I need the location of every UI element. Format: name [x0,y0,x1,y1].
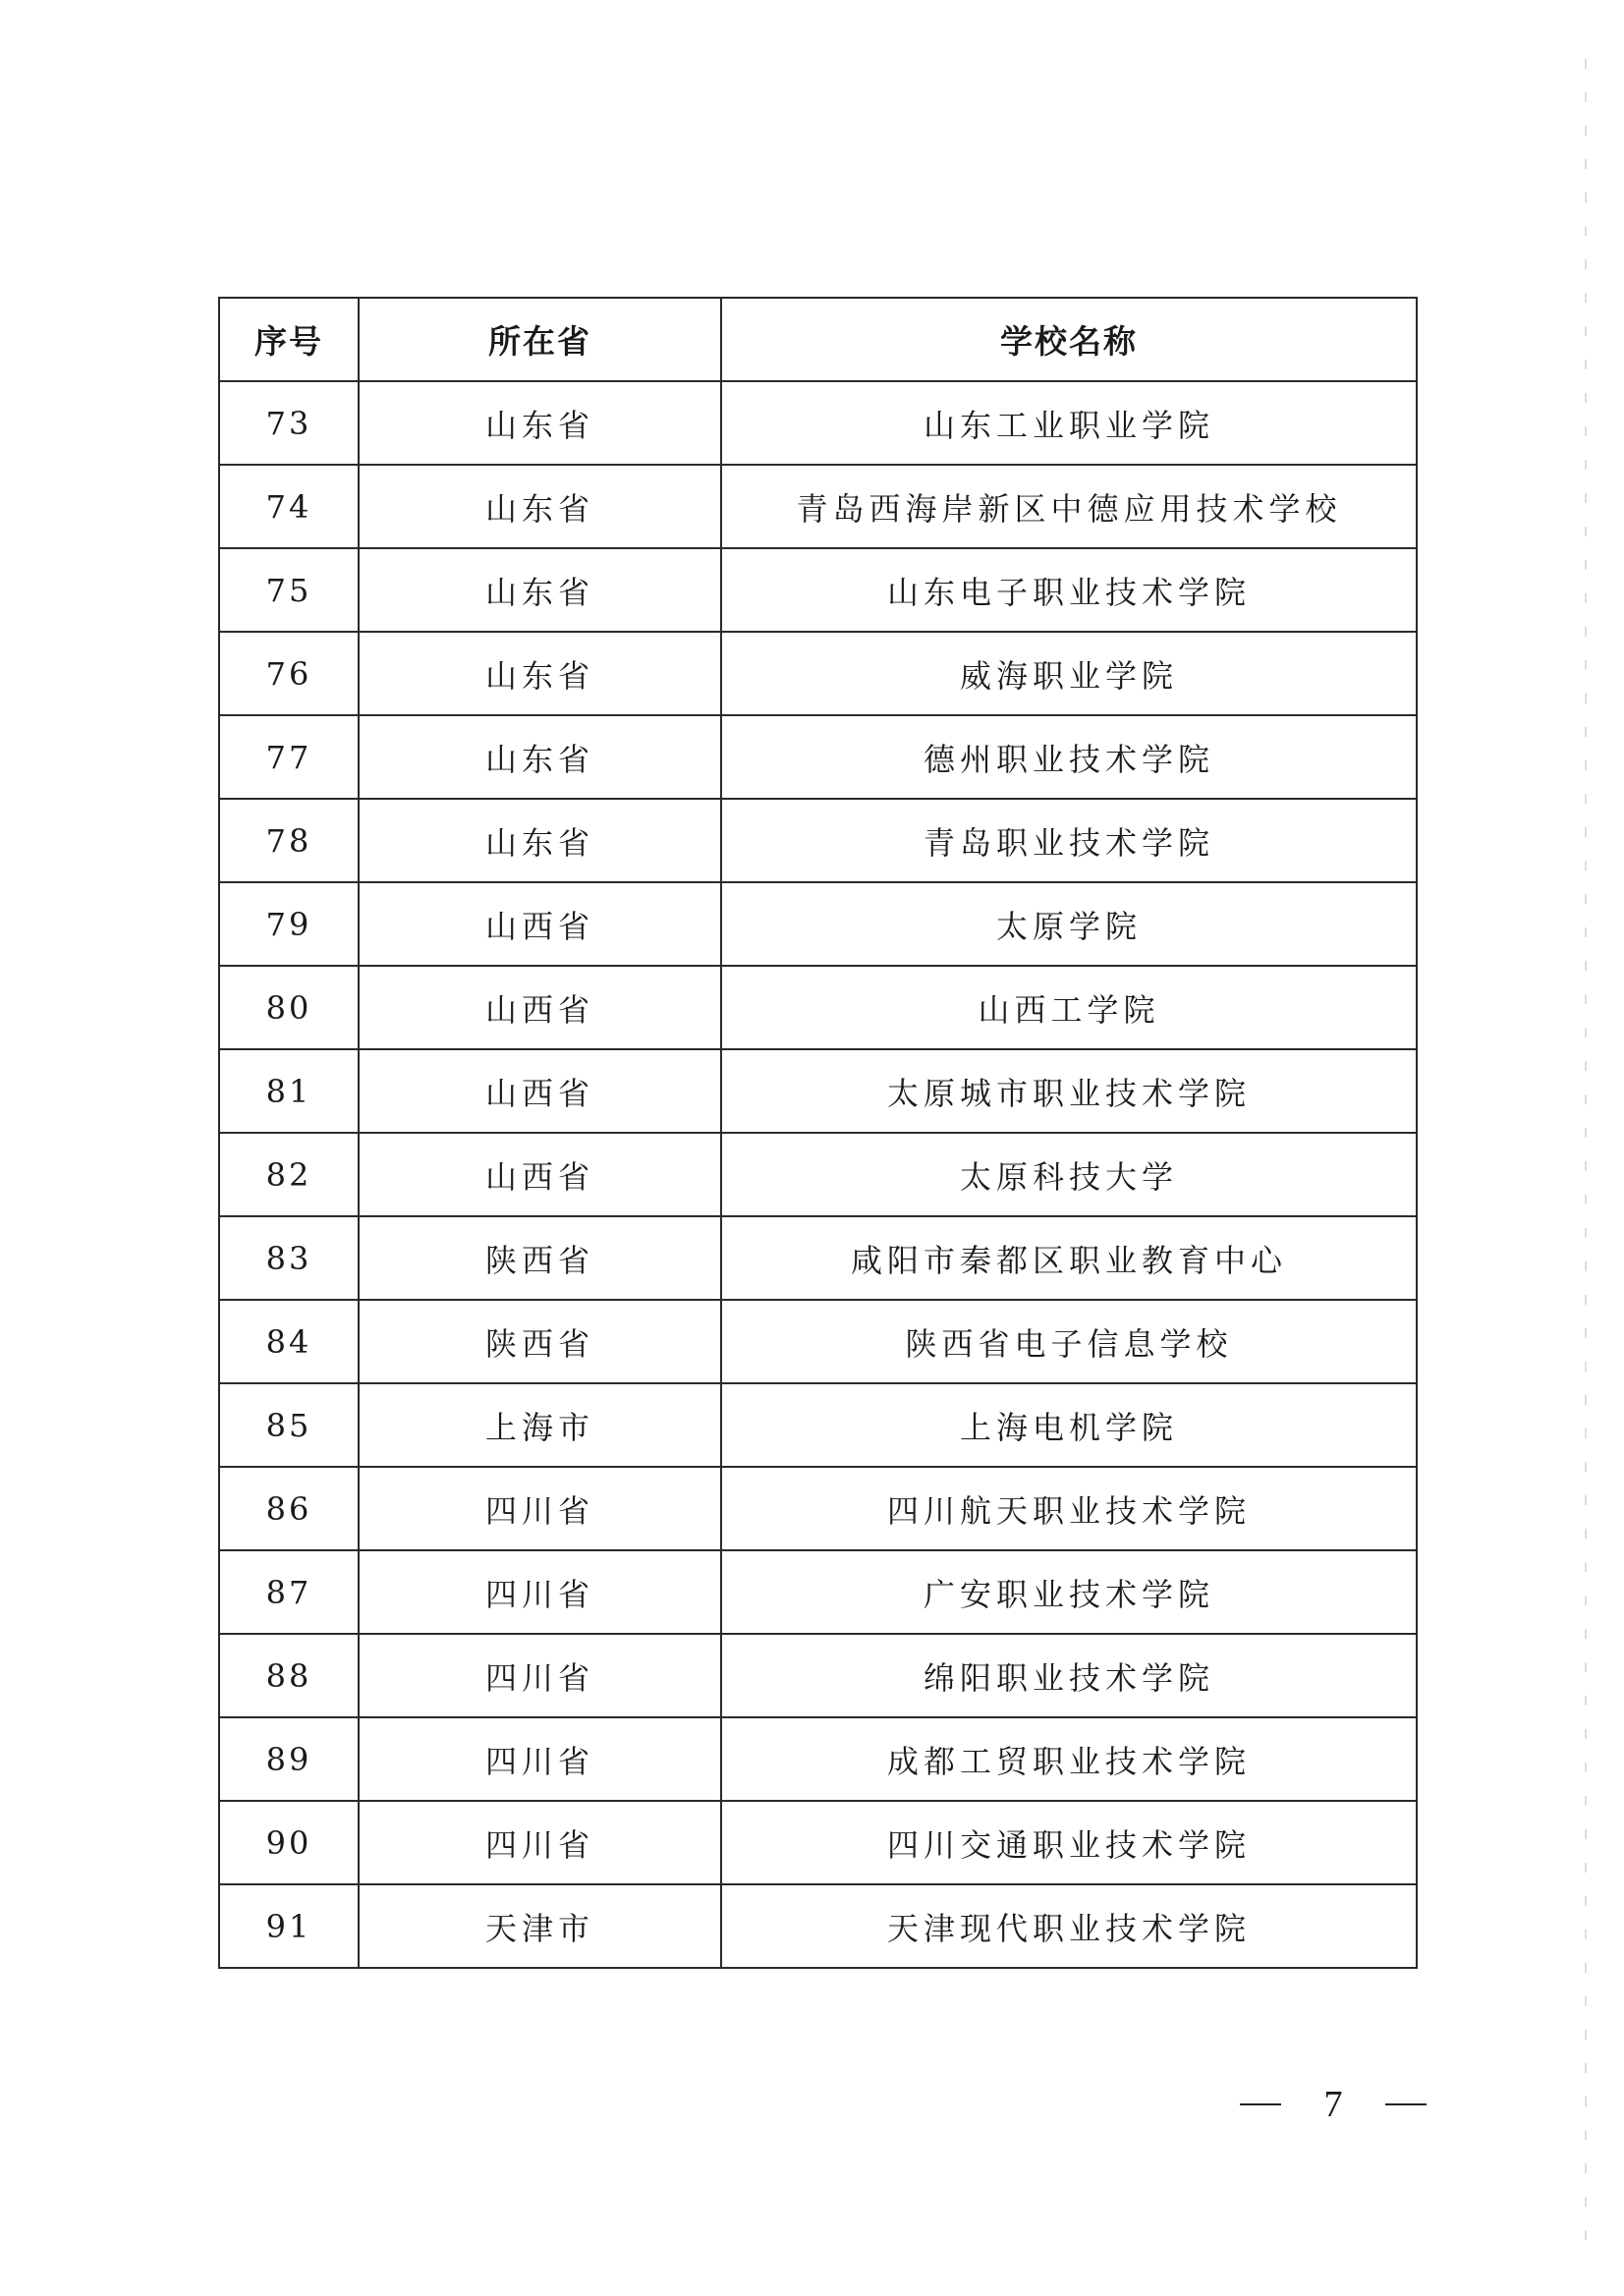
row-province: 天津市 [359,1884,721,1968]
table-row [219,966,1417,1049]
row-school: 成都工贸职业技术学院 [721,1717,1417,1801]
row-index: 80 [219,966,359,1049]
row-index: 75 [219,548,359,632]
row-school: 绵阳职业技术学院 [721,1634,1417,1717]
row-province: 山东省 [359,465,721,548]
row-index: 81 [219,1049,359,1133]
header-school: 学校名称 [721,298,1417,381]
row-school: 威海职业学院 [721,632,1417,715]
row-province: 四川省 [359,1801,721,1884]
row-index: 82 [219,1133,359,1216]
row-school: 咸阳市秦都区职业教育中心 [721,1216,1417,1300]
row-index: 79 [219,882,359,966]
row-province: 四川省 [359,1467,721,1550]
table-row [219,1717,1417,1801]
row-province: 山西省 [359,1049,721,1133]
row-province: 陕西省 [359,1216,721,1300]
table-row [219,1634,1417,1717]
row-school: 四川交通职业技术学院 [721,1801,1417,1884]
header-province: 所在省 [359,298,721,381]
page-dash-right [1385,2103,1427,2105]
table-row [219,882,1417,966]
row-province: 四川省 [359,1634,721,1717]
row-province: 四川省 [359,1550,721,1634]
row-province: 山东省 [359,632,721,715]
row-index: 83 [219,1216,359,1300]
page-edge-marks [1585,59,1587,2240]
row-index: 76 [219,632,359,715]
row-school: 青岛西海岸新区中德应用技术学校 [721,465,1417,548]
table-row [219,1884,1417,1968]
table-row [219,1300,1417,1383]
row-index: 73 [219,381,359,465]
table-row [219,1133,1417,1216]
table-row [219,715,1417,799]
row-province: 上海市 [359,1383,721,1467]
row-province: 山西省 [359,882,721,966]
row-school: 陕西省电子信息学校 [721,1300,1417,1383]
row-school: 天津现代职业技术学院 [721,1884,1417,1968]
page-number-footer [1240,2083,1427,2126]
row-province: 山西省 [359,966,721,1049]
row-school: 广安职业技术学院 [721,1550,1417,1634]
row-school: 太原学院 [721,882,1417,966]
page-dash-left [1240,2103,1281,2105]
row-index: 78 [219,799,359,882]
row-index: 90 [219,1801,359,1884]
table-row [219,1049,1417,1133]
row-province: 山西省 [359,1133,721,1216]
row-index: 86 [219,1467,359,1550]
row-index: 84 [219,1300,359,1383]
row-school: 德州职业技术学院 [721,715,1417,799]
table-row [219,1801,1417,1884]
header-index: 序号 [219,298,359,381]
table-row [219,1216,1417,1300]
row-index: 85 [219,1383,359,1467]
table-row [219,465,1417,548]
row-index: 87 [219,1550,359,1634]
row-province: 山东省 [359,381,721,465]
row-school: 山东工业职业学院 [721,381,1417,465]
school-list-table [218,297,1418,1969]
table-header-row [219,298,1417,381]
table-row [219,632,1417,715]
row-index: 89 [219,1717,359,1801]
row-index: 88 [219,1634,359,1717]
row-school: 太原科技大学 [721,1133,1417,1216]
row-index: 91 [219,1884,359,1968]
row-province: 四川省 [359,1717,721,1801]
table-row [219,1467,1417,1550]
row-province: 山东省 [359,548,721,632]
row-school: 山西工学院 [721,966,1417,1049]
row-school: 四川航天职业技术学院 [721,1467,1417,1550]
row-province: 陕西省 [359,1300,721,1383]
table-row [219,1550,1417,1634]
row-school: 青岛职业技术学院 [721,799,1417,882]
table-row [219,548,1417,632]
row-index: 74 [219,465,359,548]
table-row [219,1383,1417,1467]
page-number: 7 [1323,2084,1343,2125]
row-school: 上海电机学院 [721,1383,1417,1467]
table-row [219,799,1417,882]
row-school: 山东电子职业技术学院 [721,548,1417,632]
row-province: 山东省 [359,799,721,882]
row-province: 山东省 [359,715,721,799]
table-row [219,381,1417,465]
row-school: 太原城市职业技术学院 [721,1049,1417,1133]
row-index: 77 [219,715,359,799]
